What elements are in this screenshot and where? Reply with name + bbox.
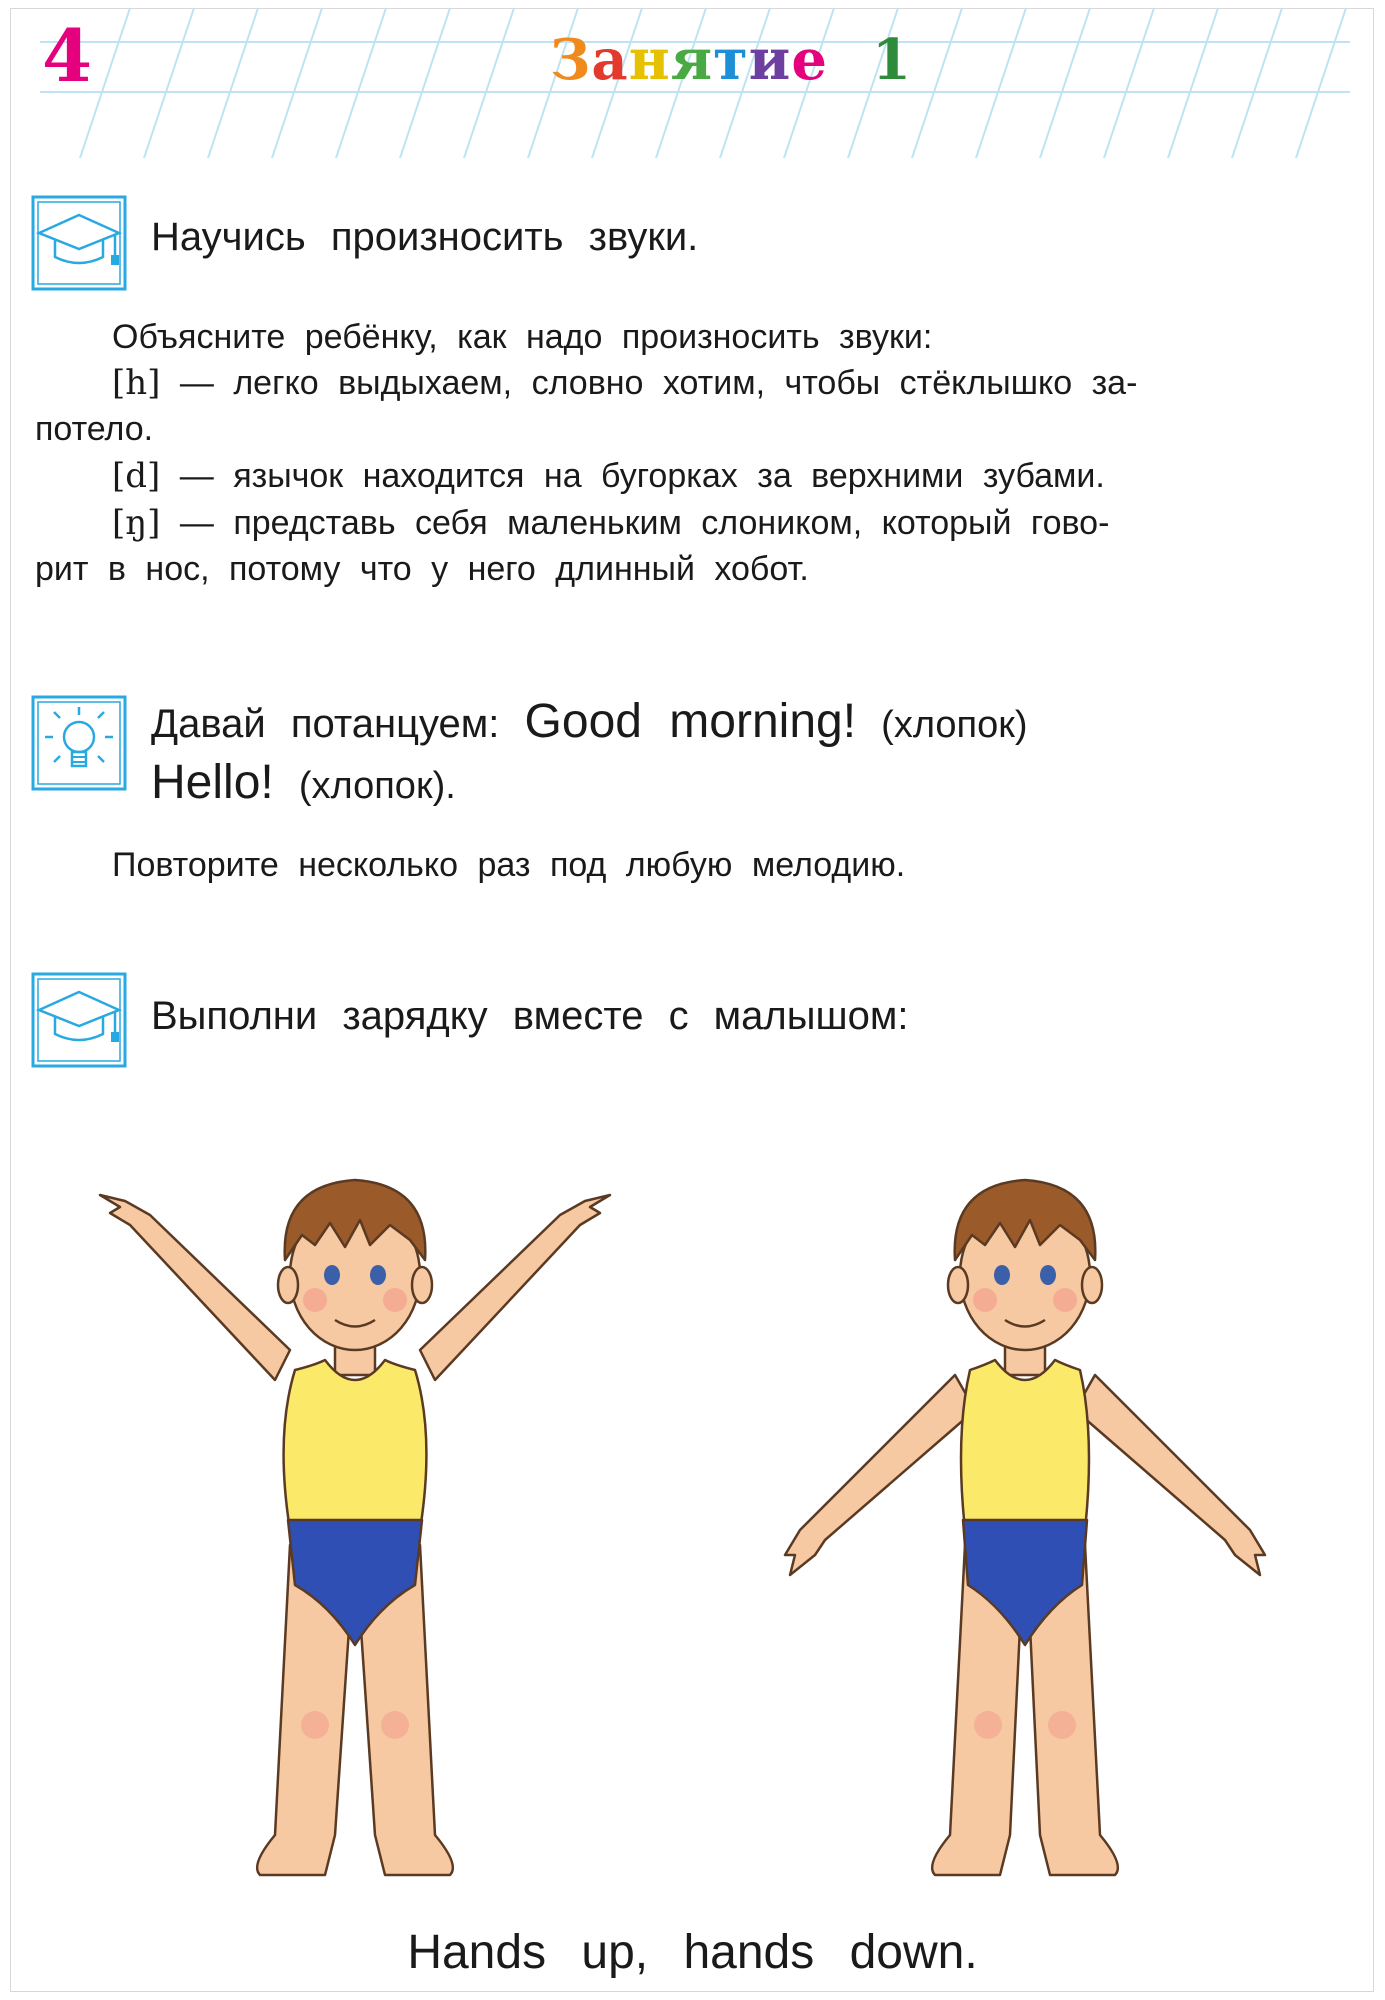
sound-d-line [112, 453, 1105, 499]
graduation-cap-icon [31, 195, 127, 291]
grid-line [400, 8, 450, 158]
dance-prefix: Давай потанцуем: [151, 702, 500, 746]
lesson-word-letter: и [748, 27, 792, 93]
lightbulb-icon [31, 695, 127, 791]
grid-line [912, 8, 962, 158]
grid-line [464, 8, 514, 158]
sound-d-text: — язычок находится на бугорках за верхними зубами. [160, 457, 1105, 495]
lesson-number: 1 [871, 27, 912, 93]
boy-arms-down [760, 1135, 1300, 1895]
lesson-word-letter: е [791, 27, 828, 93]
lesson-word-letter: н [628, 27, 671, 93]
sound-h-symbol: [h] [112, 363, 161, 403]
lesson-word-letter: я [670, 27, 714, 93]
grid-line [144, 8, 194, 158]
lesson-word-letter: т [713, 27, 749, 93]
grid-line [1296, 8, 1346, 158]
grid-line [976, 8, 1026, 158]
grid-line [1168, 8, 1218, 158]
dance-clap-2: (хлопок). [298, 765, 456, 807]
grid-line [1040, 8, 1090, 158]
lesson-word-letter: З [550, 27, 592, 93]
sound-h-cont: потело. [35, 410, 154, 448]
grid-line [1232, 8, 1282, 158]
section1-heading: Научись произносить звуки. [151, 215, 699, 259]
dance-line-1 [151, 694, 1028, 749]
graduation-cap-icon [31, 972, 127, 1068]
sound-ng-line [112, 500, 1109, 546]
sound-d-symbol: [d] [112, 456, 161, 496]
section3-heading: Выполни зарядку вместе с малышом: [151, 994, 909, 1038]
dance-clap-1: (хлопок) [881, 704, 1028, 746]
dance-phrase-1: Good morning! [524, 695, 857, 748]
lesson-word-letter: а [591, 27, 629, 93]
grid-line [1104, 8, 1154, 158]
exercise-caption: Hands up, hands down. [407, 1926, 978, 1979]
boy-arms-up [90, 1135, 630, 1895]
sound-ng-text: — представь себя маленьким слоником, который гово- [160, 504, 1110, 542]
section1-intro: Объясните ребёнку, как надо произносить звуки: [112, 318, 933, 356]
sound-ng-symbol: [ŋ] [112, 503, 161, 543]
dance-line-2 [151, 755, 456, 810]
grid-line [336, 8, 386, 158]
grid-line [272, 8, 322, 158]
page-number: 4 [42, 13, 93, 98]
sound-h-text: — легко выдыхаем, словно хотим, чтобы стёклышко за- [160, 364, 1138, 402]
sound-ng-cont: рит в нос, потому что у него длинный хобот. [35, 550, 809, 588]
sound-h-line [112, 360, 1137, 406]
dance-note: Повторите несколько раз под любую мелодию. [112, 846, 906, 884]
lesson-title [550, 27, 912, 93]
grid-line [208, 8, 258, 158]
lesson-word [550, 27, 828, 93]
dance-phrase-2: Hello! [151, 756, 274, 809]
